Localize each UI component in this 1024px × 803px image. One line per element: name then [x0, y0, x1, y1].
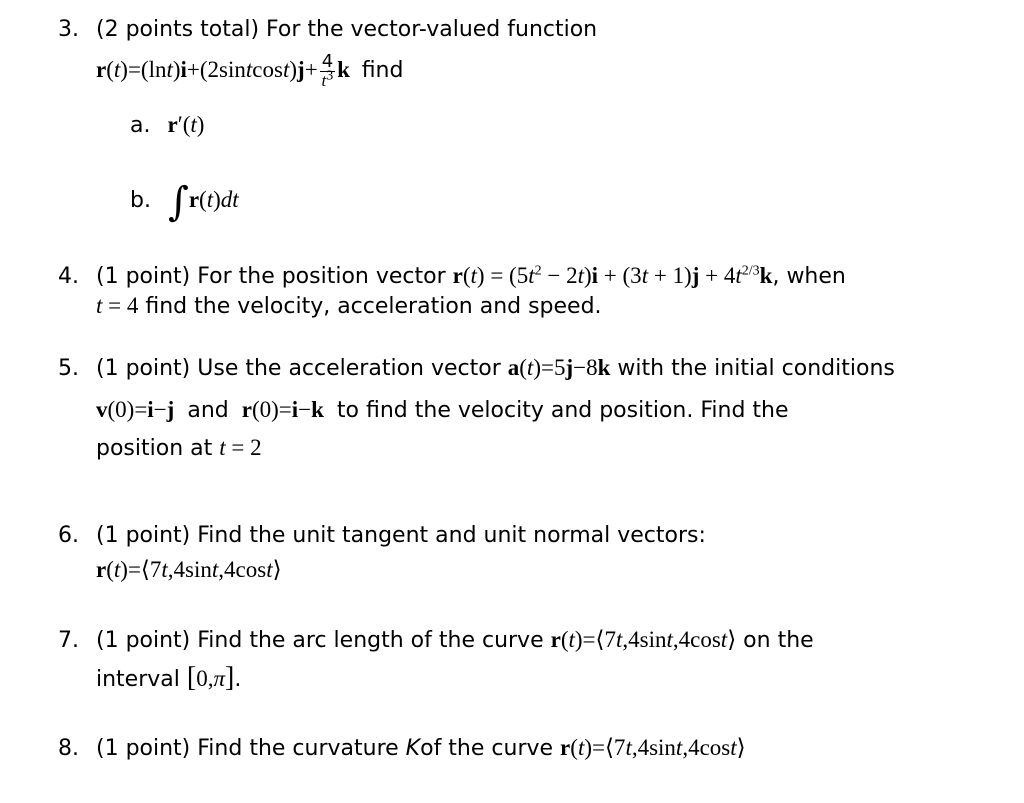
problem-text: (1 point) Use the acceleration vector [96, 356, 501, 381]
problem-5-line-2: v(0)=i−j and r(0)=i−k to find the velocity and position. Find the [96, 397, 789, 423]
problem-4-line-2: t = 4 find the velocity, acceleration and speed. [96, 293, 602, 319]
part-label: b. [130, 188, 151, 213]
problem-text: (1 point) For the position vector [96, 264, 446, 289]
problem-3a: a. r′(t) [130, 112, 205, 138]
problem-3-function: r(t)=(lnt)i+(2sintcost)j+ $\frac{4}{t^3}$ k find [96, 51, 404, 91]
problem-text: to find the velocity and position. Find the [336, 398, 789, 423]
part-label: a. [130, 113, 151, 138]
problem-number: 8. [58, 736, 79, 761]
problem-number: 6. [58, 523, 79, 548]
problem-5-line-1: 5. (1 point) Use the acceleration vector a(t)=5j−8k with the initial conditions [58, 355, 895, 381]
problem-text: (2 points total) For the vector-valued function [96, 17, 598, 42]
problem-text: (1 point) Find the unit tangent and unit normal vectors: [96, 523, 706, 548]
problem-number: 7. [58, 628, 79, 653]
problem-8-line-1: 8. (1 point) Find the curvature Kof the curve r(t)=⟨7t,4sint,4cost⟩ [58, 735, 746, 761]
problem-text: on the [743, 628, 814, 653]
problem-4-line-1: 4. (1 point) For the position vector $r(t) = (5t^2 - 2t)i + (3t + 1)j + 4t^{2/3}k$, when [58, 263, 846, 289]
problem-5-line-3: position at t = 2 [96, 435, 262, 461]
problem-text: (1 point) Find the curvature [96, 736, 399, 761]
problem-text: find the velocity, acceleration and speed. [145, 294, 602, 319]
problem-3-heading [58, 15, 597, 45]
problem-text: interval [96, 667, 180, 692]
problem-text: , when [772, 264, 846, 289]
problem-number: 4. [58, 264, 79, 289]
fraction: $\frac{4}{t^3}$ [321, 51, 334, 91]
problem-text: (1 point) Find the arc length of the curve [96, 628, 544, 653]
problem-7-line-1: 7. (1 point) Find the arc length of the curve r(t)=⟨7t,4sint,4cost⟩ on the [58, 627, 814, 653]
problem-6-function: r(t)=⟨7t,4sint,4cost⟩ [96, 557, 282, 582]
problem-text: of the curve [420, 736, 554, 761]
find-text: find [361, 58, 404, 83]
curvature-symbol: K [405, 736, 421, 761]
problem-7-line-2: interval [0,π]. [96, 662, 242, 693]
problem-3b: b. ∫r(t)dt [130, 179, 239, 225]
problem-text: position at [96, 436, 213, 461]
problem-number: 3. [58, 17, 79, 42]
fraction-numerator: 4 [321, 51, 334, 73]
problem-number: 5. [58, 356, 79, 381]
problem-6-line-1 [58, 521, 706, 551]
problem-text: and [187, 398, 229, 423]
problem-text: with the initial conditions [617, 356, 895, 381]
